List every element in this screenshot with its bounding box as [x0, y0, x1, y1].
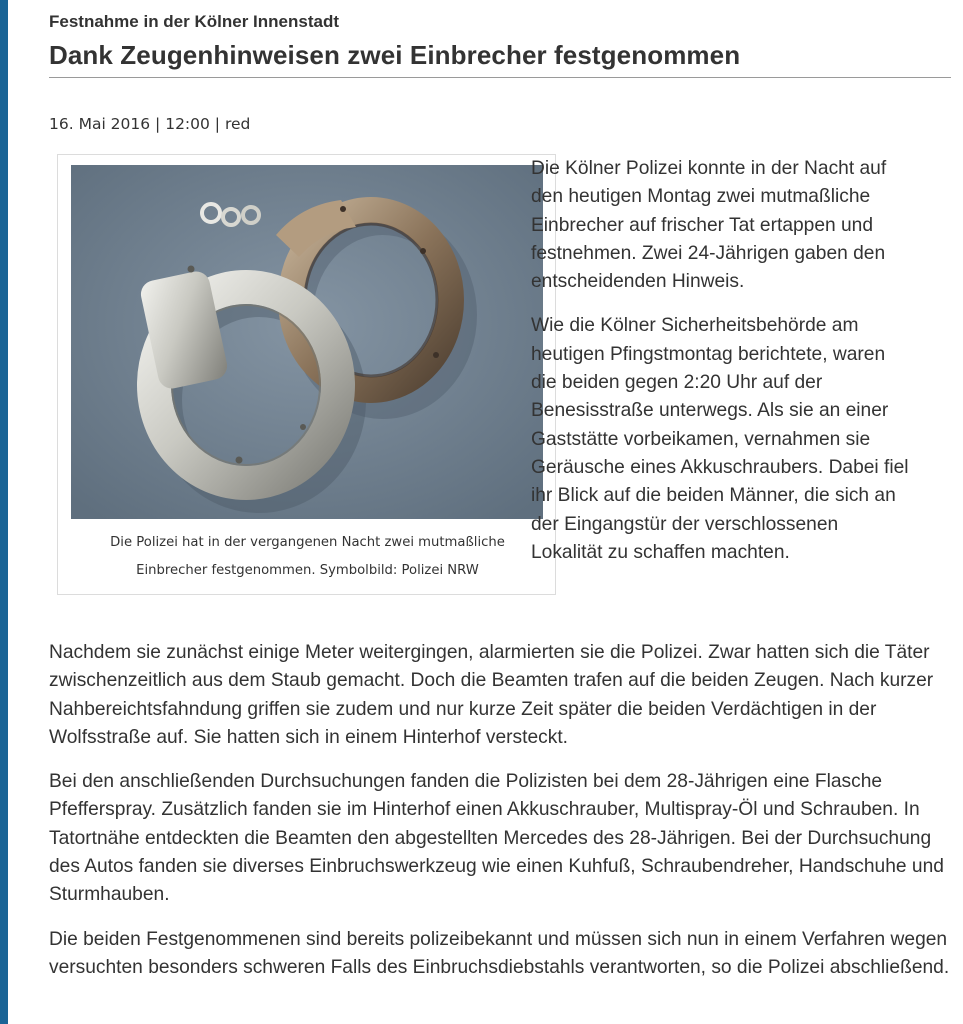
paragraph-4: Bei den anschließenden Durchsuchungen fanden die Polizisten bei dem 28-Jährigen eine Flasche Pfefferspray. Zusätzlich fanden sie im Hinterhof einen Akkuschrauber, Multispray-Öl und Schrauben. In Tatortnähe entdeckten die Beamten den abgestellten Mercedes des 28-Jährigen. Bei der Durchsuchung des Autos fanden sie diverses Einbruchswerkzeug wie einen Kuhfuß, Schraubendreher, Handschuhe und Sturmhauben. [49, 771, 944, 906]
caption-line-2: Einbrecher festgenommen. Symbolbild: Polizei NRW [136, 563, 479, 578]
article-meta: 16. Mai 2016 | 12:00 | red [49, 115, 251, 133]
caption-line-1: Die Polizei hat in der vergangenen Nacht zwei mutmaßliche [110, 535, 505, 550]
article-intro-column [531, 155, 911, 583]
article-figure [57, 154, 556, 595]
article-headline: Dank Zeugenhinweisen zwei Einbrecher festgenommen [49, 40, 741, 70]
paragraph-3: Nachdem sie zunächst einige Meter weitergingen, alarmierten sie die Polizei. Zwar hatten sich die Täter zwischenzeitlich aus dem Staub gemacht. Doch die Beamten trafen auf die beiden Zeugen. Nach kurzer Nahbereichtsfahndung griffen sie zudem und nur kurze Zeit später die beiden Verdächtigen in der Wolfsstraße auf. Sie hatten sich in einem Hinterhof versteckt. [49, 642, 934, 748]
paragraph-5: Die beiden Festgenommenen sind bereits polizeibekannt und müssen sich nun in einem Verfahren wegen versuchten besonders schweren Falls des Einbruchsdiebstahls verantworten, so die Polizei abschließend. [49, 928, 950, 978]
headline-divider [49, 77, 951, 78]
article-body [49, 639, 951, 998]
article-kicker: Festnahme in der Kölner Innenstadt [49, 12, 339, 31]
figure-caption [58, 529, 557, 585]
handcuffs-photo[interactable] [71, 165, 543, 519]
left-accent-bar [0, 0, 8, 1024]
paragraph-1: Die Kölner Polizei konnte in der Nacht auf den heutigen Montag zwei mutmaßliche Einbrecher auf frischer Tat ertappen und festnehmen. Zwei 24-Jährigen gaben den entscheidenden Hinweis. [531, 158, 887, 293]
paragraph-2: Wie die Kölner Sicherheitsbehörde am heutigen Pfingstmontag berichtete, waren die beiden gegen 2:20 Uhr auf der Benesisstraße unterwegs. Als sie an einer Gaststätte vorbeikamen, vernahmen sie Geräusche eines Akkuschraubers. Dabei fiel ihr Blick auf die beiden Männer, die sich an der Eingangstür der verschlossenen Lokalität zu schaffen machten. [531, 315, 909, 563]
